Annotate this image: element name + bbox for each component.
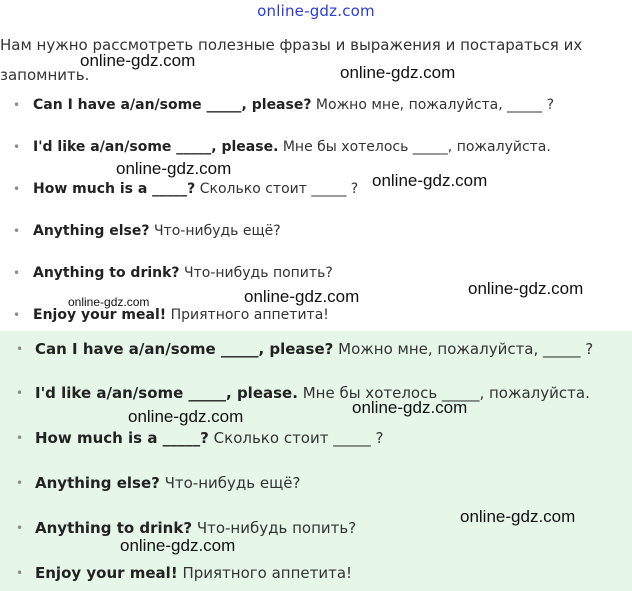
- watermark: online-gdz.com: [244, 287, 360, 306]
- phrase-english: Can I have a/an/some _____, please?: [35, 340, 334, 358]
- watermark: online-gdz.com: [80, 51, 196, 70]
- watermark: online-gdz.com: [460, 507, 576, 526]
- bullet-icon: •: [16, 476, 24, 490]
- bullet-icon: •: [13, 140, 21, 154]
- phrase-english: Enjoy your meal!: [35, 564, 178, 582]
- bullet-icon: •: [16, 431, 24, 445]
- bullet-icon: •: [13, 224, 21, 238]
- watermark: online-gdz.com: [468, 279, 584, 298]
- phrase-english: How much is a _____?: [35, 429, 209, 447]
- phrase-russian: Что-нибудь ещё?: [164, 474, 301, 492]
- phrase-english: Anything to drink?: [35, 519, 193, 537]
- intro-text: Нам нужно рассмотреть полезные фразы и выражения и постараться их запомнить.: [0, 36, 583, 84]
- phrase-russian: Что-нибудь попить?: [196, 519, 357, 537]
- bullet-icon: •: [16, 521, 24, 535]
- watermark: online-gdz.com: [352, 398, 468, 417]
- phrase-english: Anything to drink?: [33, 265, 180, 281]
- bullet-icon: •: [16, 386, 24, 400]
- phrase-english: I'd like a/an/some _____, please.: [35, 384, 298, 402]
- phrase-russian: Можно мне, пожалуйста, _____ ?: [315, 97, 555, 113]
- watermark: online-gdz.com: [340, 63, 456, 82]
- watermark: online-gdz.com: [372, 171, 488, 190]
- phrase-russian: Что-нибудь попить?: [184, 265, 333, 281]
- bullet-icon: •: [13, 266, 21, 280]
- bullet-icon: •: [13, 308, 21, 322]
- phrase-russian: Приятного аппетита!: [182, 564, 353, 582]
- bullet-icon: •: [13, 98, 21, 112]
- bullet-icon: •: [16, 566, 24, 580]
- phrase-english: Enjoy your meal!: [33, 307, 167, 323]
- watermark: online-gdz.com: [116, 159, 232, 178]
- phrase-russian: Мне бы хотелось _____, пожалуйста.: [302, 384, 590, 402]
- site-logo: online-gdz.com: [257, 2, 375, 20]
- phrase-english: I'd like a/an/some _____, please.: [33, 139, 279, 155]
- bullet-icon: •: [13, 182, 21, 196]
- phrase-russian: Приятного аппетита!: [170, 307, 329, 323]
- phrase-english: Anything else?: [33, 223, 150, 239]
- phrase-russian: Сколько стоит _____ ?: [199, 181, 359, 197]
- phrase-english: Can I have a/an/some _____, please?: [33, 97, 312, 113]
- phrase-russian: Можно мне, пожалуйста, _____ ?: [338, 340, 594, 358]
- phrase-english: Anything else?: [35, 474, 160, 492]
- phrase-russian: Мне бы хотелось _____, пожалуйста.: [282, 139, 551, 155]
- highlight-panel: [0, 331, 632, 591]
- watermark: online-gdz.com: [120, 536, 236, 555]
- phrase-russian: Что-нибудь ещё?: [153, 223, 281, 239]
- watermark: online-gdz.com: [128, 407, 244, 426]
- bullet-icon: •: [16, 342, 24, 356]
- phrase-russian: Сколько стоит _____ ?: [213, 429, 384, 447]
- phrase-english: How much is a _____?: [33, 181, 196, 197]
- watermark: online-gdz.com: [68, 295, 150, 309]
